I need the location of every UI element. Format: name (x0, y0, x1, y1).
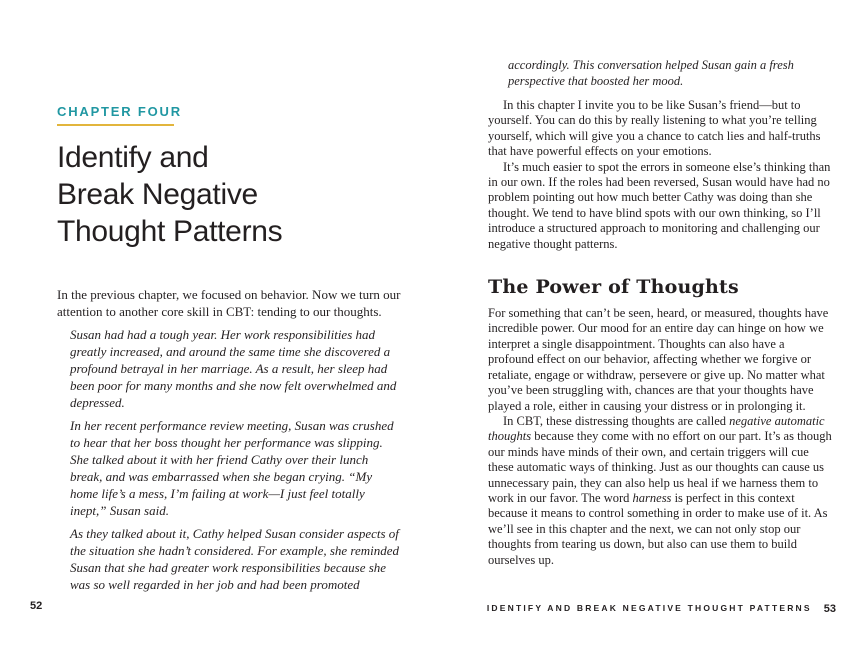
section-heading: The Power of Thoughts (488, 276, 739, 299)
paragraph-text: In CBT, these distressing thoughts are called (503, 413, 730, 428)
right-page-column (488, 58, 832, 568)
kicker-rule (57, 124, 174, 126)
chapter-title-line: Identify and (57, 141, 209, 174)
case-study-quote: Susan had had a tough year. Her work responsibilities had greatly increased, and around the same time she discovered a profound betrayal in her marriage. As a result, her sleep had been poor for many months and she now felt overwhelmed and depressed. (70, 327, 397, 410)
running-footer-text: IDENTIFY AND BREAK NEGATIVE THOUGHT PATTERNS (486, 603, 812, 613)
body-paragraph (488, 414, 832, 568)
paragraph-text: because they come with no effort on our part. It’s as though our minds have minds of their own, and certain triggers will cue these automatic ways of thinking. Just as our thoughts can cause us unnecessary pain, they can also help us heal if we harness them to work in our favor. The word (488, 429, 832, 505)
page-number-left: 52 (30, 600, 43, 612)
chapter-kicker: CHAPTER FOUR (57, 104, 182, 119)
intro-paragraph: In the previous chapter, we focused on behavior. Now we turn our attention to another core skill in CBT: tending to our thoughts. (57, 287, 401, 319)
left-page-column (57, 104, 402, 593)
emphasized-term: negative automatic thoughts (488, 413, 825, 444)
body-paragraph: For something that can’t be seen, heard, or measured, thoughts have incredible power. Our mood for an entire day can hinge on how we interpret a single disappointment. Thoughts can also have a profound effect on our behavior, affecting whether we forgive or retaliate, engage or withdraw, persevere or give up. No matter what you’ve been struggling with, chances are that your thoughts have played a role, either in causing your distress or in prolonging it. (488, 306, 829, 413)
emphasized-term: harness (632, 490, 672, 505)
page-number-right: 53 (823, 603, 836, 615)
case-study-quote: As they talked about it, Cathy helped Susan consider aspects of the situation she hadn’t considered. For example, she reminded Susan that she had greater work responsibilities because she was so well regarded in her job and had been promoted (70, 526, 400, 592)
chapter-title-line: Break Negative (57, 178, 258, 211)
case-study-quote: In her recent performance review meeting, Susan was crushed to hear that her boss thought her performance was slipping. She talked about it with her friend Cathy over their lunch break, and was embarrassed when she began crying. “My home life’s a mess, I’m failing at work—I just feel totally inept,” Susan said. (70, 418, 394, 518)
running-footer (487, 603, 836, 615)
chapter-title-line: Thought Patterns (57, 215, 283, 248)
chapter-title (57, 139, 402, 250)
case-study-quote-continuation: accordingly. This conversation helped Susan gain a fresh perspective that boosted her mood. (508, 58, 794, 88)
body-paragraph: It’s much easier to spot the errors in someone else’s thinking than in our own. If the roles had been reversed, Susan would have had no problem pointing out how much better Cathy was doing than she thought. We tend to have blind spots with our own thinking, so I’ll introduce a structured approach to monitoring and challenging our negative thought patterns. (488, 159, 831, 251)
paragraph-text: is perfect in this context because it means to control something in order to make use of it. As we’ll see in this chapter and the next, we can not only stop our thoughts from tearing us down, but also can use them to build ourselves up. (488, 490, 828, 567)
body-paragraph: In this chapter I invite you to be like Susan’s friend—but to yourself. You can do this by really listening to what you’re telling yourself, which will give you a chance to catch lies and half-truths that have powerful effects on your emotions. (488, 98, 821, 159)
